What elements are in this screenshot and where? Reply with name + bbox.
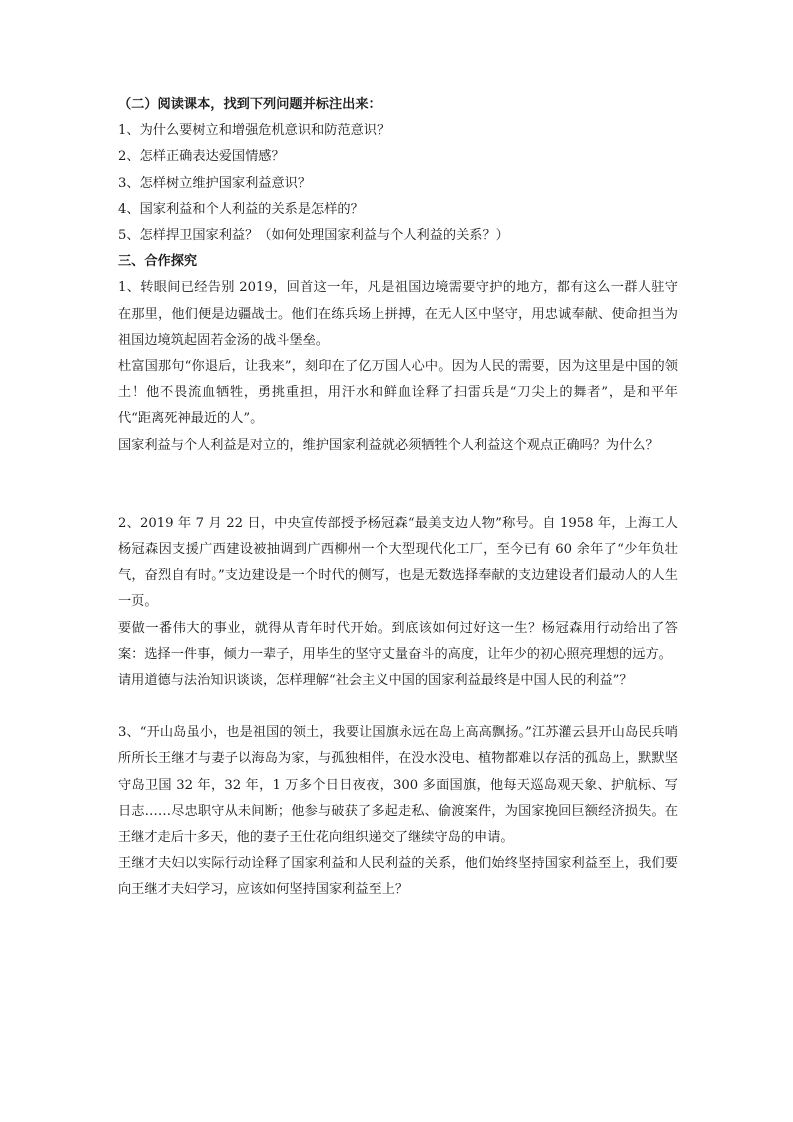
answer-space-1 [118,459,678,511]
case3-paragraph-1: 3、“开山岛虽小，也是祖国的领土，我要让国旗永远在岛上高高飘扬。”江苏灌云县开山岛民兵哨所所长王继才与妻子以海岛为家，与孤独相伴，在没水没电、植物都难以存活的孤岛上，默默坚守岛卫国 32 年，32 年，1 万多个日日夜夜，300 多面国旗，他每天巡岛观天象、护航标、写日志……尽忠职守从未间断；他参与破获了多起走私、偷渡案件，为国家挽回巨额经济损失。在王继才走后十多天，他的妻子王仕花向组织递交了继续守岛的申请。 [118,725,678,846]
answer-space-2 [118,694,678,720]
section-three-heading: 三、合作探究 [118,254,198,270]
case2-paragraph-1: 2、2019 年 7 月 22 日，中央宣传部授予杨冠森“最美支边人物”称号。自 1958 年，上海工人杨冠森因支援广西建设被抽调到广西柳州一个大型现代化工厂，至今已有 60 余年了“少年负壮气，奋烈自有时。”支边建设是一个时代的侧写，也是无数选择奉献的支边建设者们最动人的人生一页。 [118,515,678,610]
question-item-2: 2、怎样正确表达爱国情感？ [118,149,285,165]
question-item-4: 4、国家利益和个人利益的关系是怎样的？ [118,201,364,217]
case1-paragraph-2: 杜富国那句“你退后，让我来”，刻印在了亿万国人心中。因为人民的需要，因为这里是中国的领土！他不畏流血牺牲，勇挑重担，用汗水和鲜血诠释了扫雷兵是“刀尖上的舞者”，是和平年代“距离死神最近的人”。 [118,359,678,427]
case3-question: 王继才夫妇以实际行动诠释了国家利益和人民利益的关系，他们始终坚持国家利益至上，我们要向王继才夫妇学习，应该如何坚持国家利益至上？ [118,856,678,898]
question-item-5: 5、怎样捍卫国家利益？（如何处理国家利益与个人利益的关系？） [118,228,509,244]
document-content [118,92,678,904]
case1-question: 国家利益与个人利益是对立的，维护国家利益就必须牺牲个人利益这个观点正确吗？为什么？ [118,437,659,453]
case1-paragraph-1: 1、转眼间已经告别 2019，回首这一年，凡是祖国边境需要守护的地方，都有这么一群人驻守在那里，他们便是边疆战士。他们在练兵场上拼搏，在无人区中坚守，用忠诚奉献、使命担当为祖国边境筑起固若金汤的战斗堡垒。 [118,280,678,348]
case2-paragraph-2: 要做一番伟大的事业，就得从青年时代开始。到底该如何过好这一生？杨冠森用行动给出了答案：选择一件事，倾力一辈子，用毕生的坚守丈量奋斗的高度，让年少的初心照亮理想的远方。 [118,620,678,662]
section-two-heading: （二）阅读课本，找到下列问题并标注出来： [118,97,382,112]
case2-question: 请用道德与法治知识谈谈，怎样理解“社会主义中国的国家利益最终是中国人民的利益”？ [118,673,633,689]
question-item-1: 1、为什么要树立和增强危机意识和防范意识？ [118,123,391,139]
question-item-3: 3、怎样树立维护国家利益意识？ [118,175,312,191]
